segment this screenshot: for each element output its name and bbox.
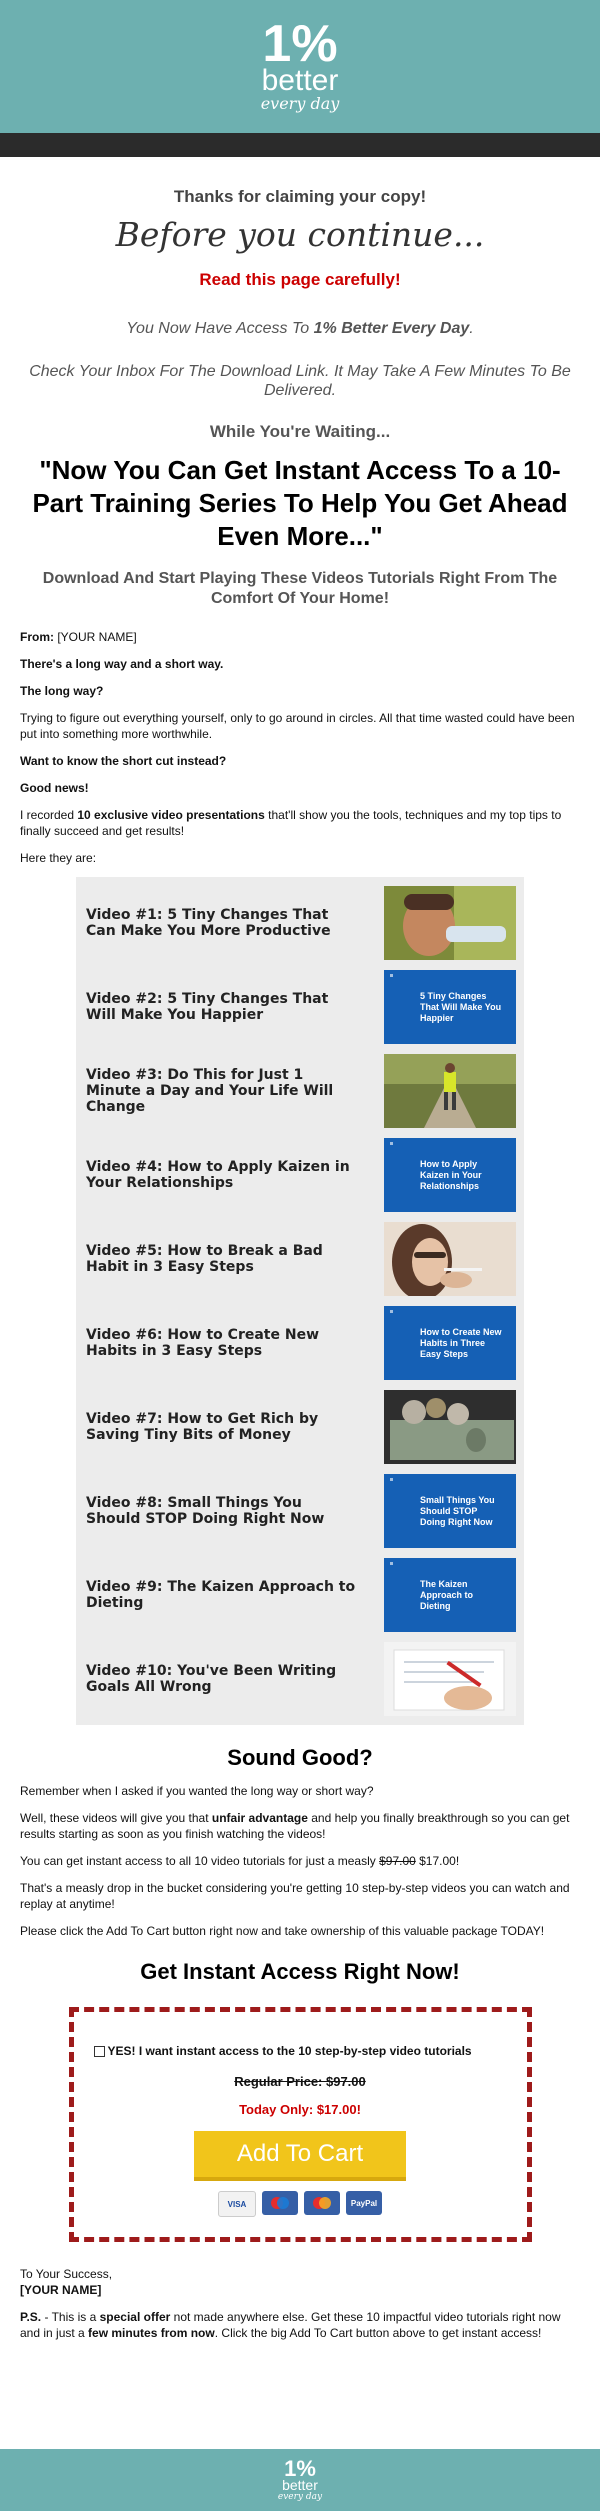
site-header [0,0,600,133]
today-only-price: Today Only: $17.00! [239,2102,361,2117]
footer-logo-every-day: every day [277,2491,323,2502]
sound-good-heading: Sound Good? [227,1745,373,1770]
access-suffix: . [469,320,474,337]
long-short-line [20,656,580,672]
sound-good-p3 [20,1853,580,1869]
p2-suffix: and help you finally breakthrough so you can get results starting as soon as you finish watching the videos! [20,1811,570,1841]
purchase-checkbox[interactable] [94,2046,105,2057]
video-item-6 [76,1301,524,1385]
brand-logo[interactable] [260,14,340,113]
long-way-question [20,683,580,699]
recorded-line [20,807,580,839]
main-headline: "Now You Can Get Instant Access To a 10-Part Training Series To Help You Get Ahead Even More..." [32,455,568,551]
ps-text2: not made anywhere else. Get these 10 impactful video tutorials right now and in just a [20,2310,561,2340]
read-carefully-notice: Read this page carefully! [199,270,401,289]
mastercard-icon [304,2191,340,2215]
video-thumbnail-woman-smoking [384,1222,516,1296]
p2-bold: unfair advantage [211,1811,308,1825]
video-title: Video #3: Do This for Just 1 Minute a Day and Your Life Will Change [86,1067,334,1115]
from-line [20,629,580,645]
new-price: $17.00! [415,1854,460,1868]
footer-logo-better: better [282,2476,318,2493]
video-thumbnail-slide [384,970,516,1044]
shortcut-question [20,753,580,769]
video-title: Video #10: You've Been Writing Goals All Wrong [86,1663,337,1695]
purchase-checkbox-row[interactable] [94,2044,507,2058]
video-thumbnail-coins-dollar [384,1390,516,1464]
thumbnail-text: 5 Tiny Changes That Will Make You Happier [420,990,502,1023]
video-title: Video #7: How to Get Rich by Saving Tiny Bits of Money [86,1411,319,1443]
from-label: From: [20,630,54,644]
recorded-bold: 10 exclusive video presentations [77,808,265,822]
long-way-text: Trying to figure out everything yourself, only to go around in circles. All that time wasted could have been put into something more worthwhile. [20,711,575,741]
video-thumbnail-slide [384,1306,516,1380]
before-continue-heading: Before you continue... [115,215,485,254]
video-title: Video #6: How to Create New Habits in 3 Easy Steps [86,1327,319,1359]
sound-good-p4: That's a measly drop in the bucket considering you're getting 10 step-by-step videos you can watch and replay at anytime! [20,1881,570,1911]
long-short-text: There's a long way and a short way. [20,657,224,671]
waiting-heading: While You're Waiting... [209,422,391,441]
from-name: [YOUR NAME] [54,630,137,644]
ps-bold2: few minutes from now [88,2326,215,2340]
thanks-heading: Thanks for claiming your copy! [173,187,427,206]
signoff [20,2266,580,2341]
sound-good-p1: Remember when I asked if you wanted the long way or short way? [20,1784,374,1798]
maestro-card-icon [262,2191,298,2215]
video-list [76,877,524,1725]
payment-cards [94,2191,507,2217]
video-item-4 [76,1133,524,1217]
recorded-suffix: that'll show you the tools, techniques and my top tips to finally succeed and get results! [20,808,562,838]
order-box [69,2007,532,2242]
video-title: Video #1: 5 Tiny Changes That Can Make You More Productive [86,907,331,939]
sound-good-p2 [20,1810,580,1842]
video-thumbnail-slide [384,1474,516,1548]
check-inbox-notice: Check Your Inbox For The Download Link. It May Take A Few Minutes To Be Delivered. [29,363,571,399]
video-title: Video #8: Small Things You Should STOP Doing Right Now [86,1495,325,1527]
logo-percent: 1% [262,14,338,73]
instant-access-heading: Get Instant Access Right Now! [140,1959,460,1984]
long-way-q-text: The long way? [20,684,104,698]
access-notice [20,320,580,338]
video-item-1 [76,881,524,965]
video-item-3 [76,1049,524,1133]
access-product: 1% Better Every Day [313,320,470,337]
video-item-10 [76,1637,524,1721]
ps-paragraph [20,2309,580,2341]
video-item-7 [76,1385,524,1469]
video-title: Video #4: How to Apply Kaizen in Your Relationships [86,1159,350,1191]
footer-logo[interactable] [277,2455,323,2502]
checkbox-label[interactable]: YES! I want instant access to the 10 step-by-step video tutorials [107,2044,472,2058]
old-price: $97.00 [379,1854,416,1868]
header-dark-bar [0,133,600,157]
video-thumbnail-child-drinking [384,886,516,960]
ps-text3: . Click the big Add To Cart button above to get instant access! [214,2326,542,2340]
here-they-are: Here they are: [20,851,97,865]
logo-every-day: every day [260,93,340,113]
thumbnail-text: How to Create New Habits in Three Easy Steps [420,1326,502,1359]
sub-headline: Download And Start Playing These Videos Tutorials Right From The Comfort Of Your Home! [42,570,558,607]
recorded-prefix: I recorded [20,808,78,822]
good-news [20,780,580,796]
video-title: Video #2: 5 Tiny Changes That Will Make You Happier [86,991,329,1023]
good-news-text: Good news! [20,781,89,795]
access-prefix: You Now Have Access To [126,320,314,337]
regular-price: Regular Price: $97.00 [234,2074,366,2089]
video-thumbnail-slide [384,1138,516,1212]
footer-logo-percent: 1% [284,2455,316,2481]
thumbnail-text: How to Apply Kaizen in Your Relationships [420,1158,482,1191]
visa-card-icon: VISA [218,2191,256,2217]
video-thumbnail-hand-writing [384,1642,516,1716]
video-item-9 [76,1553,524,1637]
thumbnail-text: The Kaizen Approach to Dieting [420,1578,473,1611]
p2-prefix: Well, these videos will give you that [20,1811,212,1825]
ps-label: P.S. [20,2310,42,2324]
site-footer [0,2449,600,2511]
signoff-name [20,2282,580,2298]
p3-prefix: You can get instant access to all 10 video tutorials for just a measly [20,1854,380,1868]
main-content [20,157,580,2341]
video-thumbnail-slide [384,1558,516,1632]
signoff-name-text: [YOUR NAME] [20,2283,102,2297]
shortcut-q-text: Want to know the short cut instead? [20,754,227,768]
video-title: Video #5: How to Break a Bad Habit in 3 Easy Steps [86,1243,323,1275]
video-item-5 [76,1217,524,1301]
video-item-8 [76,1469,524,1553]
add-to-cart-button[interactable]: Add To Cart [194,2131,406,2181]
video-thumbnail-runner [384,1054,516,1128]
sound-good-p5: Please click the Add To Cart button right now and take ownership of this valuable package TODAY! [20,1924,545,1938]
video-item-2 [76,965,524,1049]
video-title: Video #9: The Kaizen Approach to Dieting [86,1579,356,1611]
logo-better: better [261,63,339,97]
paypal-card-icon: PayPal [346,2191,382,2215]
ps-text1: - This is a [41,2310,100,2324]
thumbnail-text: Small Things You Should STOP Doing Right Now [420,1494,495,1527]
ps-bold1: special offer [99,2310,171,2324]
to-success: To Your Success, [20,2267,113,2281]
